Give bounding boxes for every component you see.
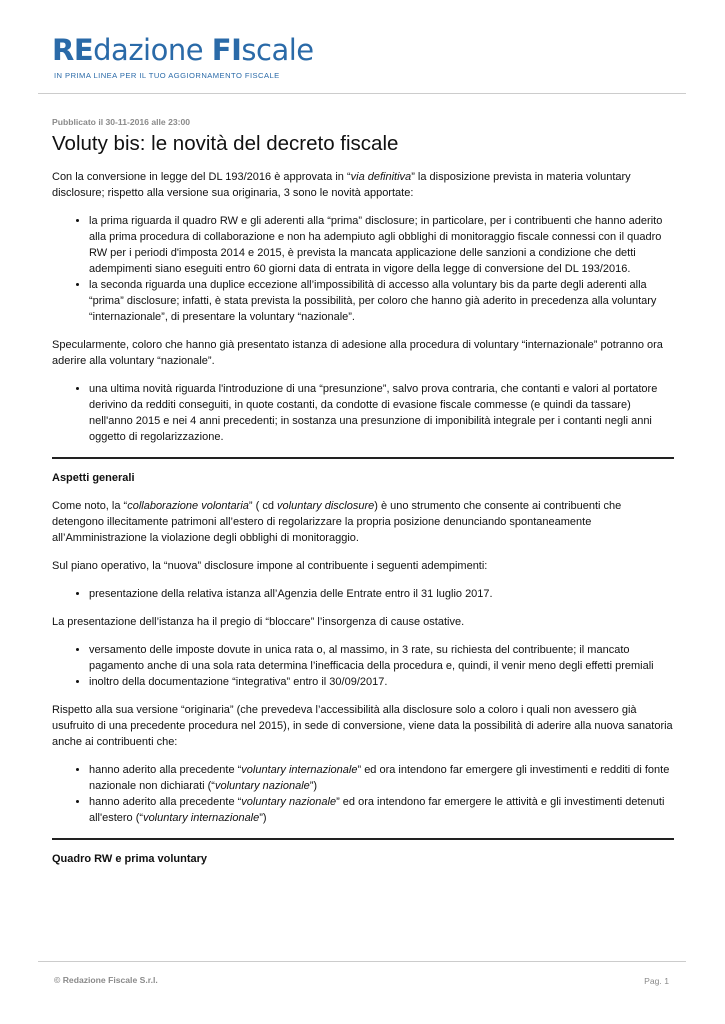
list-item (89, 762, 674, 794)
paragraph: La presentazione dell’istanza ha il pregio di “bloccare” l’insorgenza di cause ostative. (52, 616, 465, 628)
list-item (89, 794, 674, 826)
logo-re: RE (52, 33, 94, 67)
item-text-em: voluntary nazionale (241, 796, 337, 808)
novelty-list-2 (52, 381, 674, 445)
section-heading-general: Aspetti generali (52, 472, 135, 484)
novelty-list (52, 213, 674, 325)
site-logo[interactable] (52, 34, 314, 66)
item-text: ”) (259, 812, 267, 824)
item-text: ” ed ora intendono far emergere gli investimenti e redditi di fonte nazionale non dichiarati (“ (89, 764, 670, 792)
list-item: • la prima riguarda il quadro RW e gli aderenti alla “prima” disclosure; in particolare, per i contribuenti che hanno aderito alla prima procedura di collaborazione e non ha adempiuto agli obblighi di monitoraggio fiscale connessi con il quadro RW per i periodi d'imposta 2014 e 2015, è prevista la mancata applicazione delle sanzioni a condizione che detti adempimenti siano eseguiti entro 60 giorni data di entrata in vigore della legge di conversione del DL 193/2016. (89, 213, 674, 277)
logo-dazione: dazione (93, 33, 212, 67)
list-item: • versamento delle imposte dovute in unica rata o, al massimo, in 3 rate, su richiesta del contribuente; il mancato pagamento anche di una sola rata determina l’inefficacia della procedura e, quindi, il venir meno degli effetti premiali (89, 642, 674, 674)
article (52, 116, 674, 879)
para3-text-a: Come noto, la “ (52, 500, 128, 512)
footer-copyright: © Redazione Fiscale S.r.l. (54, 975, 158, 985)
intro-text-em: via definitiva (350, 171, 412, 183)
site-tagline: IN PRIMA LINEA PER IL TUO AGGIORNAMENTO FISCALE (54, 71, 280, 80)
footer-divider (38, 961, 686, 962)
page-number: Pag. 1 (644, 976, 669, 986)
para3-text-em2: voluntary disclosure (277, 500, 375, 512)
paragraph: Sul piano operativo, la “nuova” disclosure impone al contribuente i seguenti adempimenti: (52, 560, 488, 572)
intro-text-a: Con la conversione in legge del DL 193/2016 è approvata in “ (52, 171, 351, 183)
logo-fi: FI (211, 33, 242, 67)
header-divider (38, 93, 686, 94)
eligible-list (52, 762, 674, 826)
list-item: • la seconda riguarda una duplice eccezione all’impossibilità di accesso alla voluntary bis da parte degli aderenti alla “prima” disclosure; infatti, è stata prevista la possibilità, per coloro che hanno già aderito in precedenza alla voluntary “internazionale”, di presentare la voluntary “nazionale”. (89, 277, 674, 325)
para3-text-em1: collaborazione volontaria (127, 500, 249, 512)
item-text-em: voluntary internazionale (241, 764, 358, 776)
section-heading-rw: Quadro RW e prima voluntary (52, 853, 208, 865)
intro-paragraph (52, 169, 674, 201)
item-text: ” ed ora intendono far emergere le attività e gli investimenti detenuti all'estero (“ (89, 796, 665, 824)
requirements-list-2 (52, 642, 674, 690)
paragraph (52, 498, 674, 546)
page-header (0, 0, 725, 96)
item-text: hanno aderito alla precedente “ (89, 764, 242, 776)
paragraph: Rispetto alla sua versione “originaria” (che prevedeva l’accessibilità alla disclosure solo a coloro i quali non avessero già usufruito di una precedente procedura nel 2015), in sede di conversione, viene data la possibilità di aderire alla nuova sanatoria anche ai contribuenti che: (52, 704, 673, 748)
item-text: hanno aderito alla precedente “ (89, 796, 242, 808)
item-text-em: voluntary internazionale (143, 812, 260, 824)
article-title: Voluty bis: le novità del decreto fiscale (52, 132, 399, 155)
list-item: • una ultima novità riguarda l'introduzione di una “presunzione”, salvo prova contraria, che contanti e valori al portatore derivino da redditi conseguiti, in quote costanti, da condotte di evasione fiscale commesse (e quindi da tassare) nell'anno 2015 e nei 4 anni precedenti; in sostanza una presunzione di imponibilità integrale per i contanti negli anni oggetto di regolarizzazione. (89, 381, 674, 445)
paragraph: Specularmente, coloro che hanno già presentato istanza di adesione alla procedura di voluntary “internazionale” potranno ora aderire alla voluntary “nazionale”. (52, 339, 663, 367)
list-item: • presentazione della relativa istanza all’Agenzia delle Entrate entro il 31 luglio 2017. (89, 586, 674, 602)
list-item: • inoltro della documentazione “integrativa” entro il 30/09/2017. (89, 674, 674, 690)
para3-text-c: ” ( cd (248, 500, 278, 512)
published-date: Pubblicato il 30-11-2016 alle 23:00 (52, 117, 191, 127)
para3-text-e: ) è uno strumento che consente ai contribuenti che detengono illecitamente patrimoni all’estero di regolarizzare la propria posizione denunciando spontaneamente all’Amministrazione la violazione degli obblighi di monitoraggio. (52, 500, 622, 544)
section-divider (52, 457, 674, 459)
requirements-list (52, 586, 674, 602)
section-divider (52, 838, 674, 840)
intro-text-c: ” la disposizione prevista in materia voluntary disclosure; rispetto alla versione sua originaria, 3 sono le novità apportate: (52, 171, 631, 199)
item-text-em: voluntary nazionale (214, 780, 310, 792)
logo-scale: scale (241, 33, 314, 67)
item-text: ”) (309, 780, 318, 792)
